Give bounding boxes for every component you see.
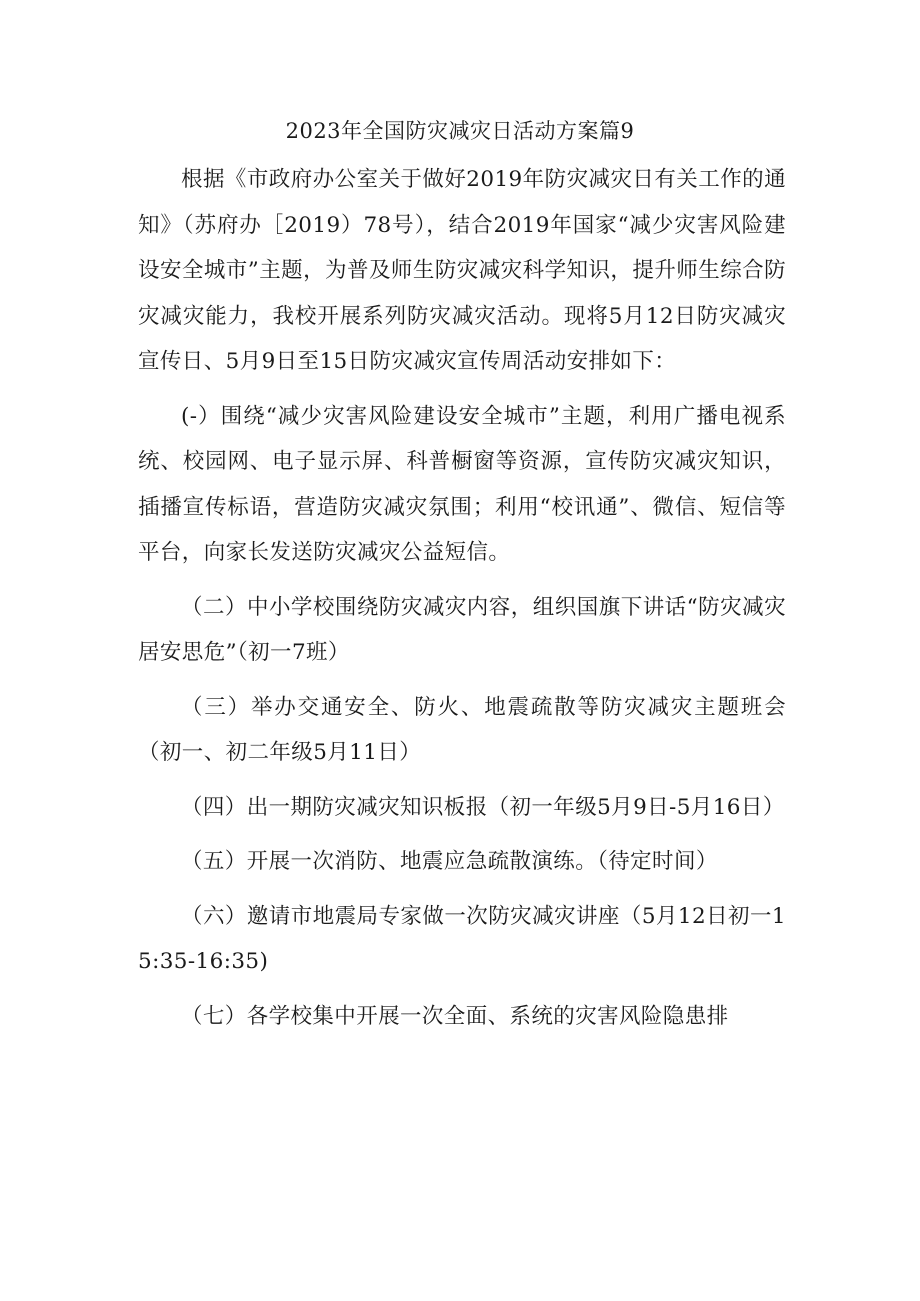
document-title: 2023年全国防灾减灾日活动方案篇9 (285, 119, 635, 143)
paragraph-item-3: （三）举办交通安全、防火、地震疏散等防灾减灾主题班会（初一、初二年级5月11日） (138, 694, 786, 765)
paragraph-intro: 根据《市政府办公室关于做好2019年防灾减灾日有关工作的通知》（苏府办［2019）78号），结合2019年国家“减少灾害风险建设安全城市”主题，为普及师生防灾减灾科学知识，提升师生综合防灾减灾能力，我校开展系列防灾减灾活动。现将5月12日防灾减灾宣传日、5月9日至15日防灾减灾宣传周活动安排如下： (138, 167, 786, 374)
paragraph-item-5: （五）开展一次消防、地震应急疏散演练。（待定时间） (181, 849, 718, 874)
paragraph-item-2: （二）中小学校围绕防灾减灾内容，组织国旗下讲话“防灾减灾居安思危”（初一7班） (138, 594, 786, 665)
paragraph-item-4: （四）出一期防灾减灾知识板报（初一年级5月9日-5月16日） (181, 794, 785, 820)
paragraph-item-6: （六）邀请市地震局专家做一次防灾减灾讲座（5月12日初一15:35-16:35) (138, 903, 786, 974)
paragraph-item-1: (-）围绕“减少灾害风险建设安全城市”主题，利用广播电视系统、校园网、电子显示屏、科普橱窗等资源，宣传防灾减灾知识，插播宣传标语，营造防灾减灾氛围；利用“校讯通”、微信、短信等平台，向家长发送防灾减灾公益短信。 (138, 403, 786, 565)
document-body (138, 157, 786, 1039)
paragraph-item-7: （七）各学校集中开展一次全面、系统的灾害风险隐患排 (181, 1003, 729, 1029)
